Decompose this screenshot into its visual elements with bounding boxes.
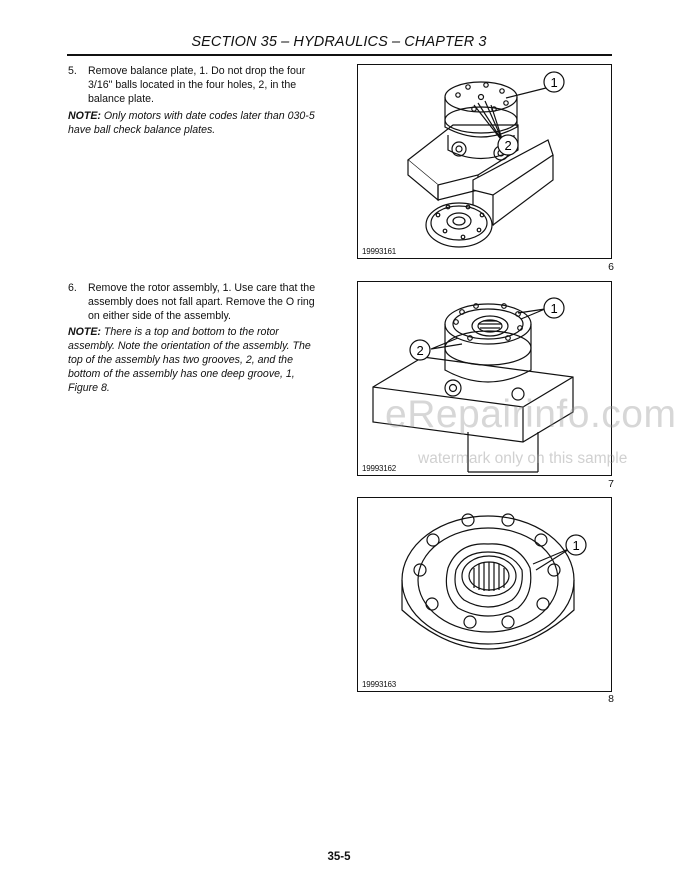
- step-line: Remove balance plate, 1. Do not drop the four: [88, 65, 306, 77]
- rotor-groove-illustration: [358, 498, 611, 691]
- watermark: eRepairinfo.com: [385, 393, 677, 436]
- note-line: top of the assembly has two grooves, 2, and the: [68, 354, 293, 366]
- page-number: 35-5: [327, 851, 351, 863]
- svg-text:2: 2: [504, 138, 512, 153]
- callout-1: [544, 72, 564, 92]
- note-step-6: [68, 325, 326, 395]
- step-line: 3/16" balls located in the four holes, 2, in the: [88, 79, 297, 91]
- figure-id: 19993163: [362, 680, 396, 689]
- svg-text:1: 1: [550, 301, 558, 316]
- step-5: [68, 64, 328, 106]
- note-line: have ball check balance plates.: [68, 124, 216, 136]
- callout-1: [544, 298, 564, 318]
- step-line: balance plate.: [88, 93, 154, 105]
- section-header: SECTION 35 – HYDRAULICS – CHAPTER 3: [191, 34, 487, 50]
- figure-id: 19993162: [362, 464, 396, 473]
- step-line: assembly does not fall apart. Remove the O ring: [88, 296, 315, 308]
- note-line: Figure 8.: [68, 382, 110, 394]
- note-line: assembly. Note the orientation of the assembly. The: [68, 340, 311, 352]
- watermark-subtext: watermark only on this sample: [418, 450, 628, 467]
- note-label: NOTE:: [68, 326, 101, 338]
- note-label: NOTE:: [68, 110, 101, 122]
- svg-text:2: 2: [416, 343, 424, 358]
- figure-8: [357, 497, 612, 692]
- figure-number: 7: [608, 478, 614, 490]
- callout-2: [498, 135, 518, 155]
- rotor-assembly-illustration: [358, 282, 611, 475]
- step-line: on either side of the assembly.: [88, 310, 231, 322]
- motor-balance-plate-illustration: [358, 65, 611, 258]
- figure-6: [357, 64, 612, 259]
- step-number: 5.: [68, 65, 77, 77]
- step-number: 6.: [68, 282, 77, 294]
- note-line: There is a top and bottom to the rotor: [103, 326, 279, 338]
- step-6: [68, 281, 328, 323]
- figure-id: 19993161: [362, 247, 396, 256]
- note-line: bottom of the assembly has one deep groove, 1,: [68, 368, 295, 380]
- note-line: Only motors with date codes later than 030-5: [103, 110, 315, 122]
- note-step-5: [68, 109, 326, 137]
- svg-text:1: 1: [572, 538, 580, 553]
- callout-1: [566, 535, 586, 555]
- step-line: Remove the rotor assembly, 1. Use care that the: [88, 282, 316, 294]
- callout-2: [410, 340, 430, 360]
- svg-text:1: 1: [550, 75, 558, 90]
- figure-7: [357, 281, 612, 476]
- figure-number: 8: [608, 693, 614, 705]
- figure-number: 6: [608, 261, 614, 273]
- header-rule: [67, 54, 612, 56]
